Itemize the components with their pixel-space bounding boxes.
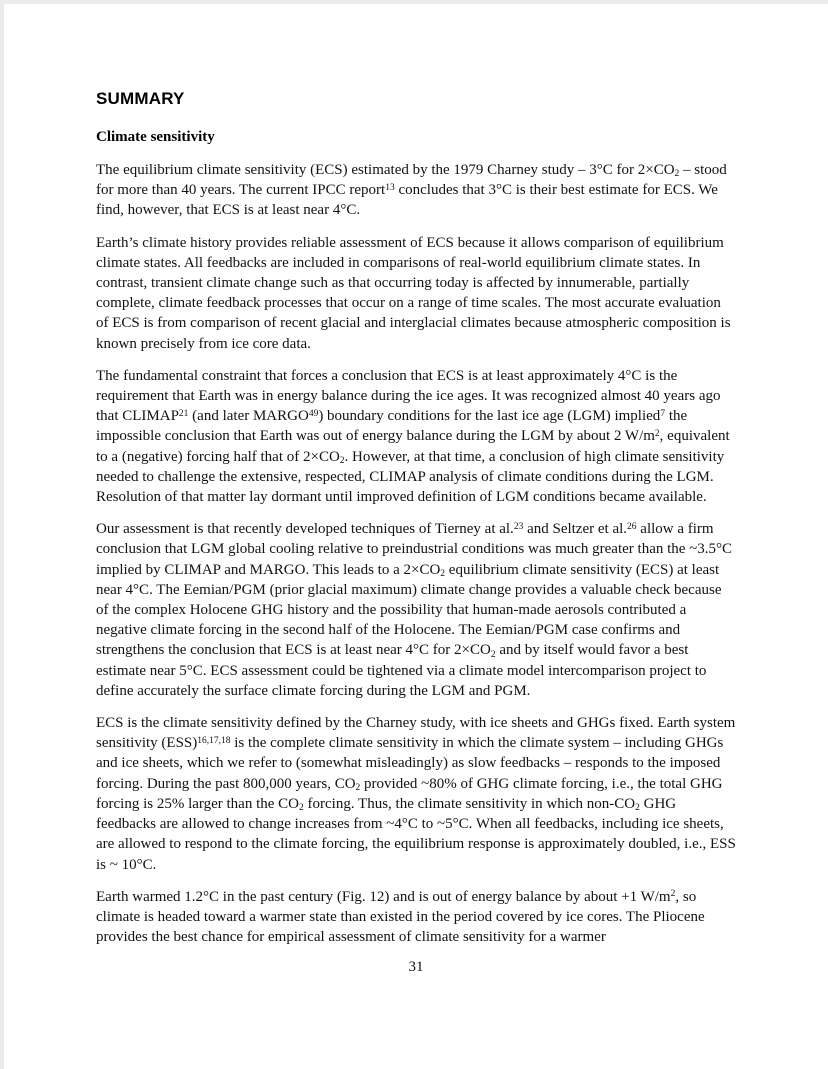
paragraph-assessment: Our assessment is that recently developed techniques of Tierney at al.$^{23}$ and Seltzer et al.$^{26}$ allow a firm conclusion that LGM global cooling relative to preindustrial conditions was much greater than the ~3.5°C implied by CLIMAP and MARGO. This leads to a $2\times CO_2$ equilibrium climate sensitivity (ECS) at least near 4°C. The Eemian/PGM (prior glacial maximum) climate change provides a valuable check because of the complex Holocene GHG history and the possibility that human-made aerosols contributed a negative climate forcing in the second half of the Holocene. The Eemian/PGM case confirms and strengthens the conclusion that ECS is at least near 4°C for $2\times CO_2$ and by itself would favor a best estimate near 5°C. ECS assessment could be tightened via a climate model intercomparison project to define accurately the surface climate forcing during the LGM and PGM. [96, 521, 733, 699]
paragraph-fundamental-constraint: The fundamental constraint that forces a conclusion that ECS is at least approximately 4°C is the requirement that Earth was in energy balance during the ice ages. It was recognized almost 40 years ago that CLIMAP$^{21}$ (and later MARGO$^{49}$) boundary conditions for the last ice age (LGM) implied$^7$ the impossible conclusion that Earth was out of energy balance during the LGM by about 2 $W/m^2$, equivalent to a (negative) forcing half that of $2\times CO_2$. However, at that time, a conclusion of high climate sensitivity needed to challenge the extensive, respected, CLIMAP analysis of climate conditions during the LGM. Resolution of that matter lay dormant until improved definition of LGM conditions became available. [96, 367, 730, 506]
paragraph-ecs-estimate: The equilibrium climate sensitivity (ECS) estimated by the 1979 Charney study – 3°C for $2\times CO_2$ – stood for more than 40 years. The current IPCC report$^{13}$ concludes that 3°C is their best estimate for ECS. We find, however, that ECS is at least near 4°C. [96, 162, 727, 219]
paragraph-earth-warmed: Earth warmed 1.2°C in the past century (Fig. 12) and is out of energy balance by about +1 $W/m^2$, so climate is headed toward a warmer state than existed in the period covered by ice cores. The Pliocene provides the best chance for empirical assessment of climate sensitivity for a warmer [96, 888, 705, 946]
summary-heading: SUMMARY [96, 89, 185, 108]
page-content [96, 89, 736, 976]
paragraph-climate-history: Earth’s climate history provides reliable assessment of ECS because it allows comparison of equilibrium climate states. All feedbacks are included in comparisons of real-world equilibrium climate states. In contrast, transient climate change such as that occurring today is affected by innumerable, partially complete, climate feedback processes that occur on a range of time scales. The most accurate evaluation of ECS is from comparison of recent glacial and interglacial climates because atmospheric composition is known precisely from ice core data. [96, 234, 731, 352]
paragraph-ecs-ess: ECS is the climate sensitivity defined by the Charney study, with ice sheets and GHGs fixed. Earth system sensitivity (ESS)$^{16,17,18}$ is the complete climate sensitivity in which the climate system – including GHGs and ice sheets, which we refer to (somewhat misleadingly) as slow feedbacks – responds to the imposed forcing. During the past 800,000 years, $CO_2$ provided ~80% of GHG climate forcing, i.e., the total GHG forcing is 25% larger than the $CO_2$ forcing. Thus, the climate sensitivity in which non-$CO_2$ GHG feedbacks are allowed to change increases from ~4°C to ~5°C. When all feedbacks, including ice sheets, are allowed to respond to the climate forcing, the equilibrium response is approximately doubled, i.e., ESS is ~ 10°C. [96, 715, 736, 873]
page-number: 31 [408, 959, 424, 976]
document-page [4, 4, 828, 1069]
climate-sensitivity-subheading: Climate sensitivity [96, 129, 215, 145]
